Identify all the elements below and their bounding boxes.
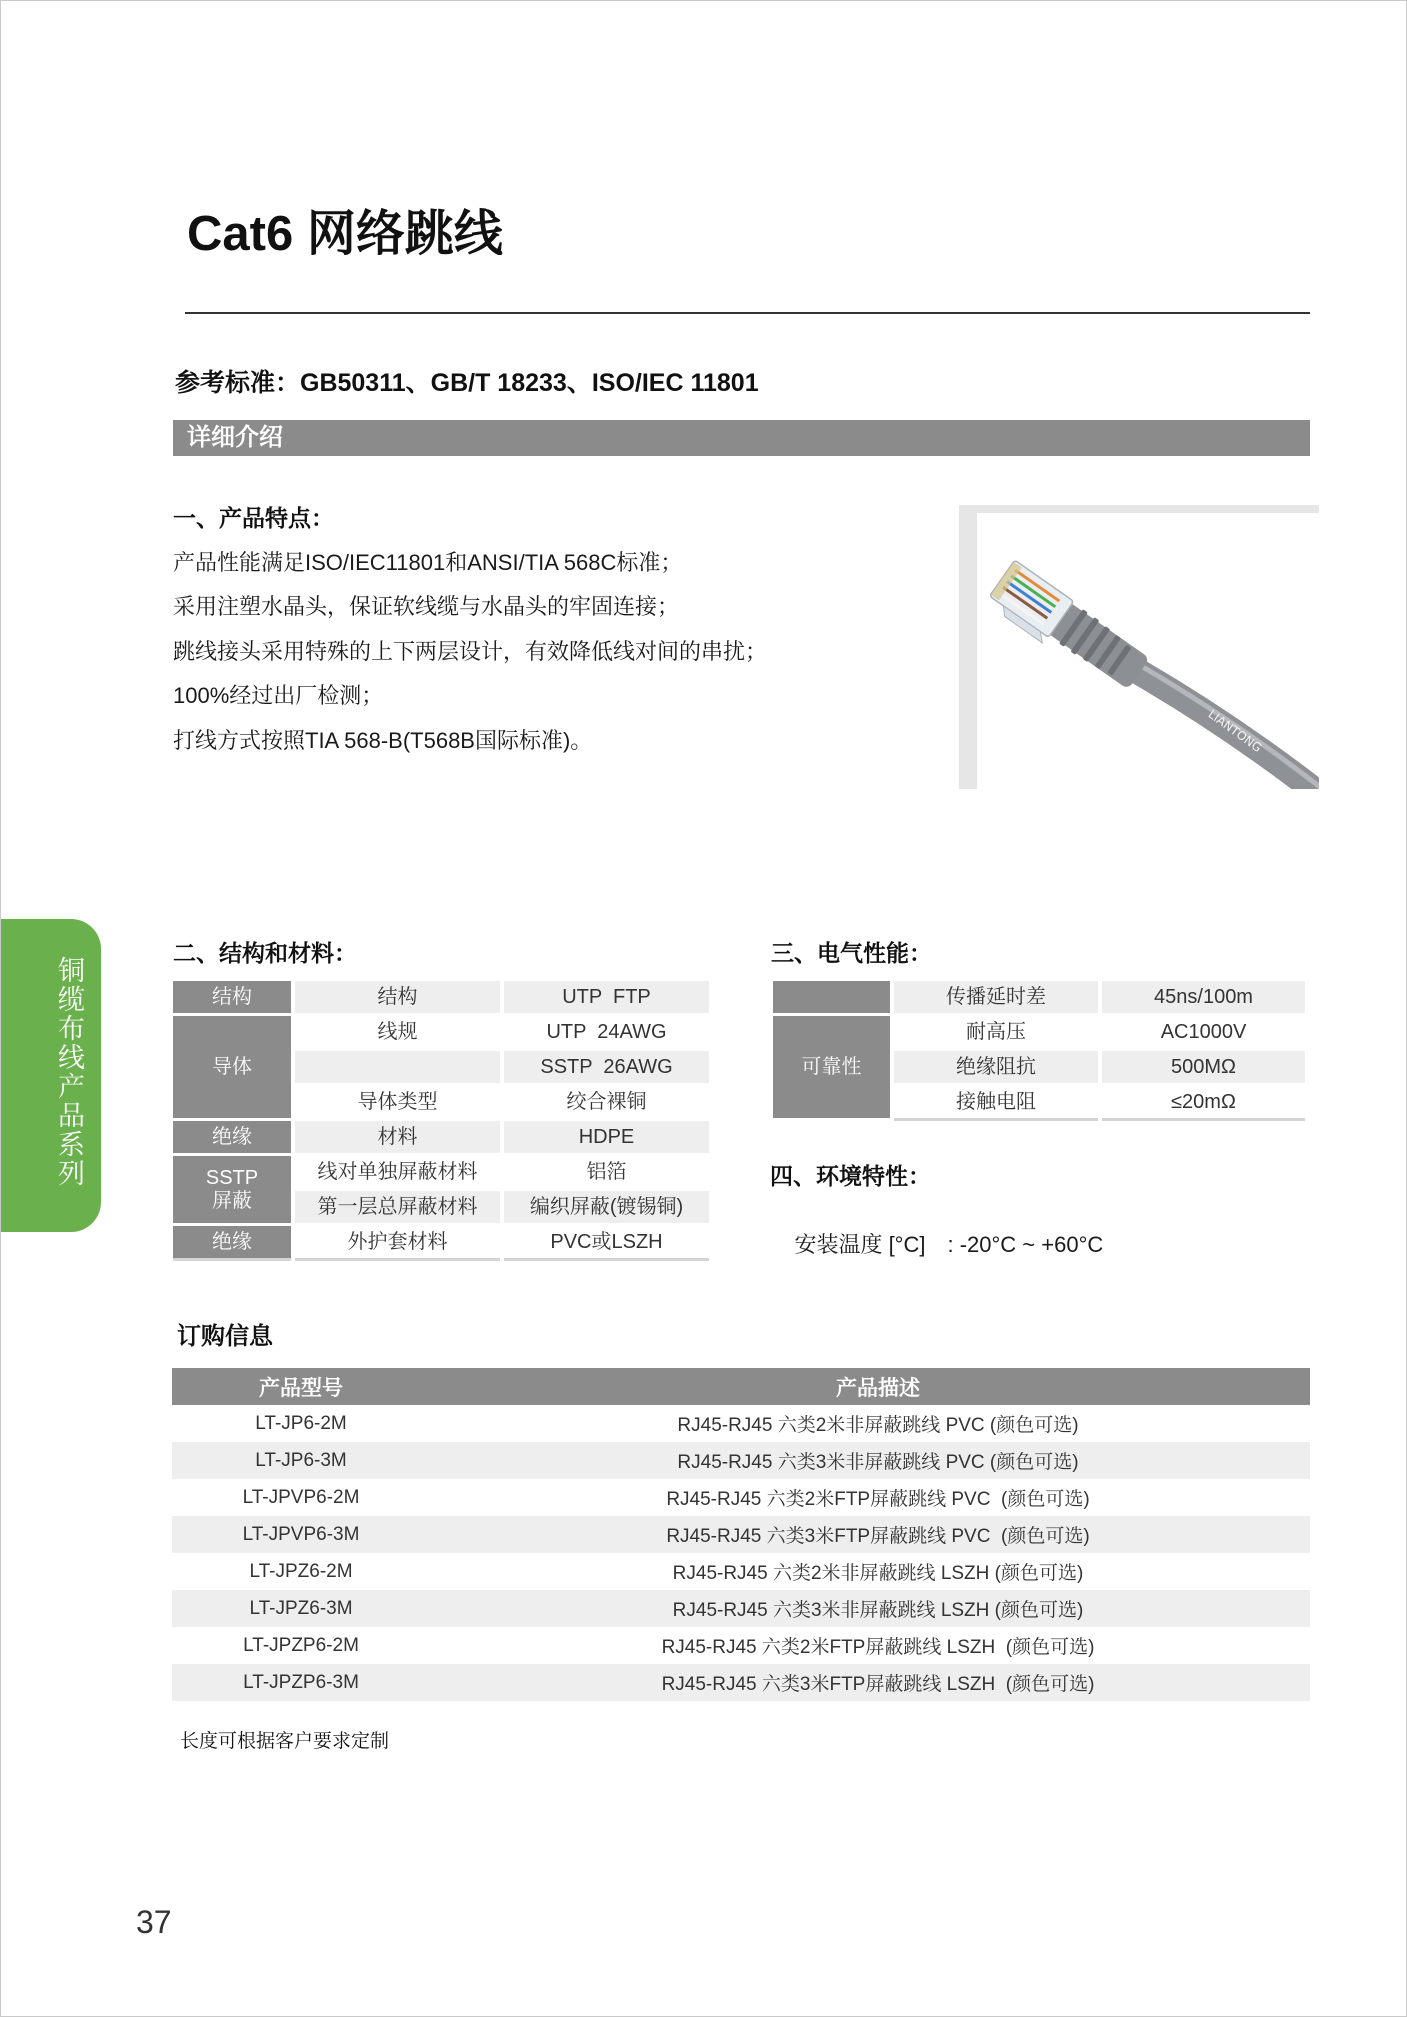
series-tab-label: 铜缆布线产品系列: [54, 956, 84, 1188]
item-cell-empty: [295, 1051, 500, 1083]
description-cell: RJ45-RJ45 六类3米非屏蔽跳线 LSZH (颜色可选): [430, 1590, 1310, 1627]
table-row: [173, 1156, 709, 1188]
description-cell: RJ45-RJ45 六类2米非屏蔽跳线 PVC (颜色可选): [677, 1415, 1079, 1436]
install-temperature-label: 安装温度 [°C]: [794, 1232, 926, 1257]
item-cell: 外护套材料: [295, 1226, 500, 1258]
description-cell: RJ45-RJ45 六类2米FTP屏蔽跳线 LSZH (颜色可选): [661, 1637, 1095, 1658]
table-row: [172, 1442, 1310, 1479]
model-cell: LT-JPZ6-3M: [172, 1590, 430, 1627]
column-header-description: 产品描述: [430, 1368, 1310, 1405]
order-table: [172, 1368, 1310, 1701]
description-cell: RJ45-RJ45 六类2米非屏蔽跳线 LSZH (颜色可选): [672, 1563, 1084, 1584]
value-cell: HDPE: [504, 1121, 709, 1153]
item-cell: 线对单独屏蔽材料: [317, 1160, 478, 1183]
cable-brand-print: LIANTONG: [1205, 706, 1265, 756]
property-value: 500MΩ: [1102, 1051, 1305, 1083]
value-cell: 绞合裸铜: [566, 1090, 647, 1113]
feature-item: 打线方式按照TIA 568-B(T568B国际标准)。: [173, 727, 593, 753]
feature-item: 100%经过出厂检测；: [173, 683, 384, 709]
model-cell: LT-JP6-3M: [172, 1442, 430, 1479]
electrical-table: [769, 978, 1309, 1121]
value-cell: PVC或LSZH: [504, 1226, 709, 1258]
reference-standards: 参考标准：GB50311、GB/T 18233、ISO/IEC 11801: [175, 369, 759, 397]
table-row: [173, 1016, 709, 1048]
property-name: 传播延时差: [894, 981, 1098, 1013]
table-row: [173, 1226, 709, 1258]
model-cell: LT-JPZ6-2M: [249, 1560, 353, 1582]
table-row: [172, 1479, 1310, 1516]
table-row: [172, 1553, 1310, 1590]
group-label: SSTP 屏蔽: [173, 1156, 291, 1223]
item-cell: 结构: [295, 981, 500, 1013]
property-name: 接触电阻: [894, 1086, 1098, 1118]
table-row: [172, 1516, 1310, 1553]
item-cell: 线规: [377, 1020, 418, 1043]
table-row: [173, 981, 709, 1013]
table-row: [172, 1627, 1310, 1664]
section-bar-label: 详细介绍: [187, 424, 283, 451]
group-label: 绝缘: [173, 1121, 291, 1153]
group-label-empty: [773, 981, 890, 1013]
electrical-heading: 三、电气性能：: [771, 940, 932, 966]
model-cell: LT-JPZP6-3M: [172, 1664, 430, 1701]
section-bar-details: [173, 420, 1310, 456]
features-heading: 一、产品特点：: [173, 505, 334, 531]
group-label: 可靠性: [773, 1016, 890, 1118]
feature-item: 产品性能满足ISO/IEC11801和ANSI/TIA 568C标准；: [173, 550, 683, 575]
property-value: ≤20mΩ: [1102, 1086, 1305, 1118]
value-cell: SSTP 26AWG: [504, 1051, 709, 1083]
rj45-connector: [985, 560, 1152, 698]
structure-table: [169, 978, 713, 1261]
table-row: [172, 1664, 1310, 1701]
table-row: [773, 1016, 1305, 1048]
model-cell: LT-JP6-2M: [255, 1412, 347, 1434]
description-cell: RJ45-RJ45 六类3米FTP屏蔽跳线 PVC (颜色可选): [430, 1516, 1310, 1553]
table-row: [172, 1590, 1310, 1627]
model-cell: LT-JPVP6-3M: [172, 1516, 430, 1553]
item-cell: 材料: [295, 1121, 500, 1153]
structure-heading: 二、结构和材料：: [173, 940, 357, 966]
order-note: 长度可根据客户要求定制: [180, 1731, 390, 1752]
series-side-tab: [1, 919, 101, 1232]
table-row: [773, 981, 1305, 1013]
title-divider: [185, 312, 1310, 314]
feature-item: 采用注塑水晶头，保证软线缆与水晶头的牢固连接；: [173, 594, 680, 620]
item-cell: 导体类型: [357, 1090, 438, 1113]
description-cell: RJ45-RJ45 六类2米FTP屏蔽跳线 PVC (颜色可选): [666, 1489, 1090, 1510]
property-value: 45ns/100m: [1102, 981, 1305, 1013]
description-cell: RJ45-RJ45 六类3米非屏蔽跳线 PVC (颜色可选): [430, 1442, 1310, 1479]
install-temperature-value: : -20°C ~ +60°C: [947, 1232, 1104, 1257]
description-cell: RJ45-RJ45 六类3米FTP屏蔽跳线 LSZH (颜色可选): [430, 1664, 1310, 1701]
item-cell: 第一层总屏蔽材料: [295, 1191, 500, 1223]
value-cell: UTP FTP: [504, 981, 709, 1013]
model-cell: LT-JPZP6-2M: [243, 1634, 359, 1656]
environment-heading: 四、环境特性：: [770, 1163, 931, 1189]
table-row: [172, 1405, 1310, 1442]
page-number: 37: [136, 1904, 172, 1940]
value-cell: 编织屏蔽(镀锡铜): [504, 1191, 709, 1223]
table-row: [173, 1121, 709, 1153]
product-photo: [959, 505, 1319, 789]
patch-cable-illustration: [977, 513, 1319, 789]
property-value: AC1000V: [1160, 1020, 1247, 1043]
order-heading: 订购信息: [177, 1323, 273, 1350]
group-label: 导体: [173, 1016, 291, 1118]
group-label: 结构: [173, 981, 291, 1013]
column-header-model: 产品型号: [172, 1368, 430, 1405]
install-temperature: [770, 1200, 1103, 1290]
feature-item: 跳线接头采用特殊的上下两层设计，有效降低线对间的串扰；: [173, 638, 768, 664]
group-label: 绝缘: [173, 1226, 291, 1258]
property-name: 耐高压: [966, 1020, 1026, 1043]
value-cell: UTP 24AWG: [546, 1020, 667, 1043]
table-header-row: [172, 1368, 1310, 1405]
value-cell: 铝箔: [586, 1160, 627, 1183]
features-list: [173, 541, 767, 763]
model-cell: LT-JPVP6-2M: [242, 1486, 360, 1508]
property-name: 绝缘阻抗: [894, 1051, 1098, 1083]
page-title: Cat6 网络跳线: [187, 207, 503, 261]
